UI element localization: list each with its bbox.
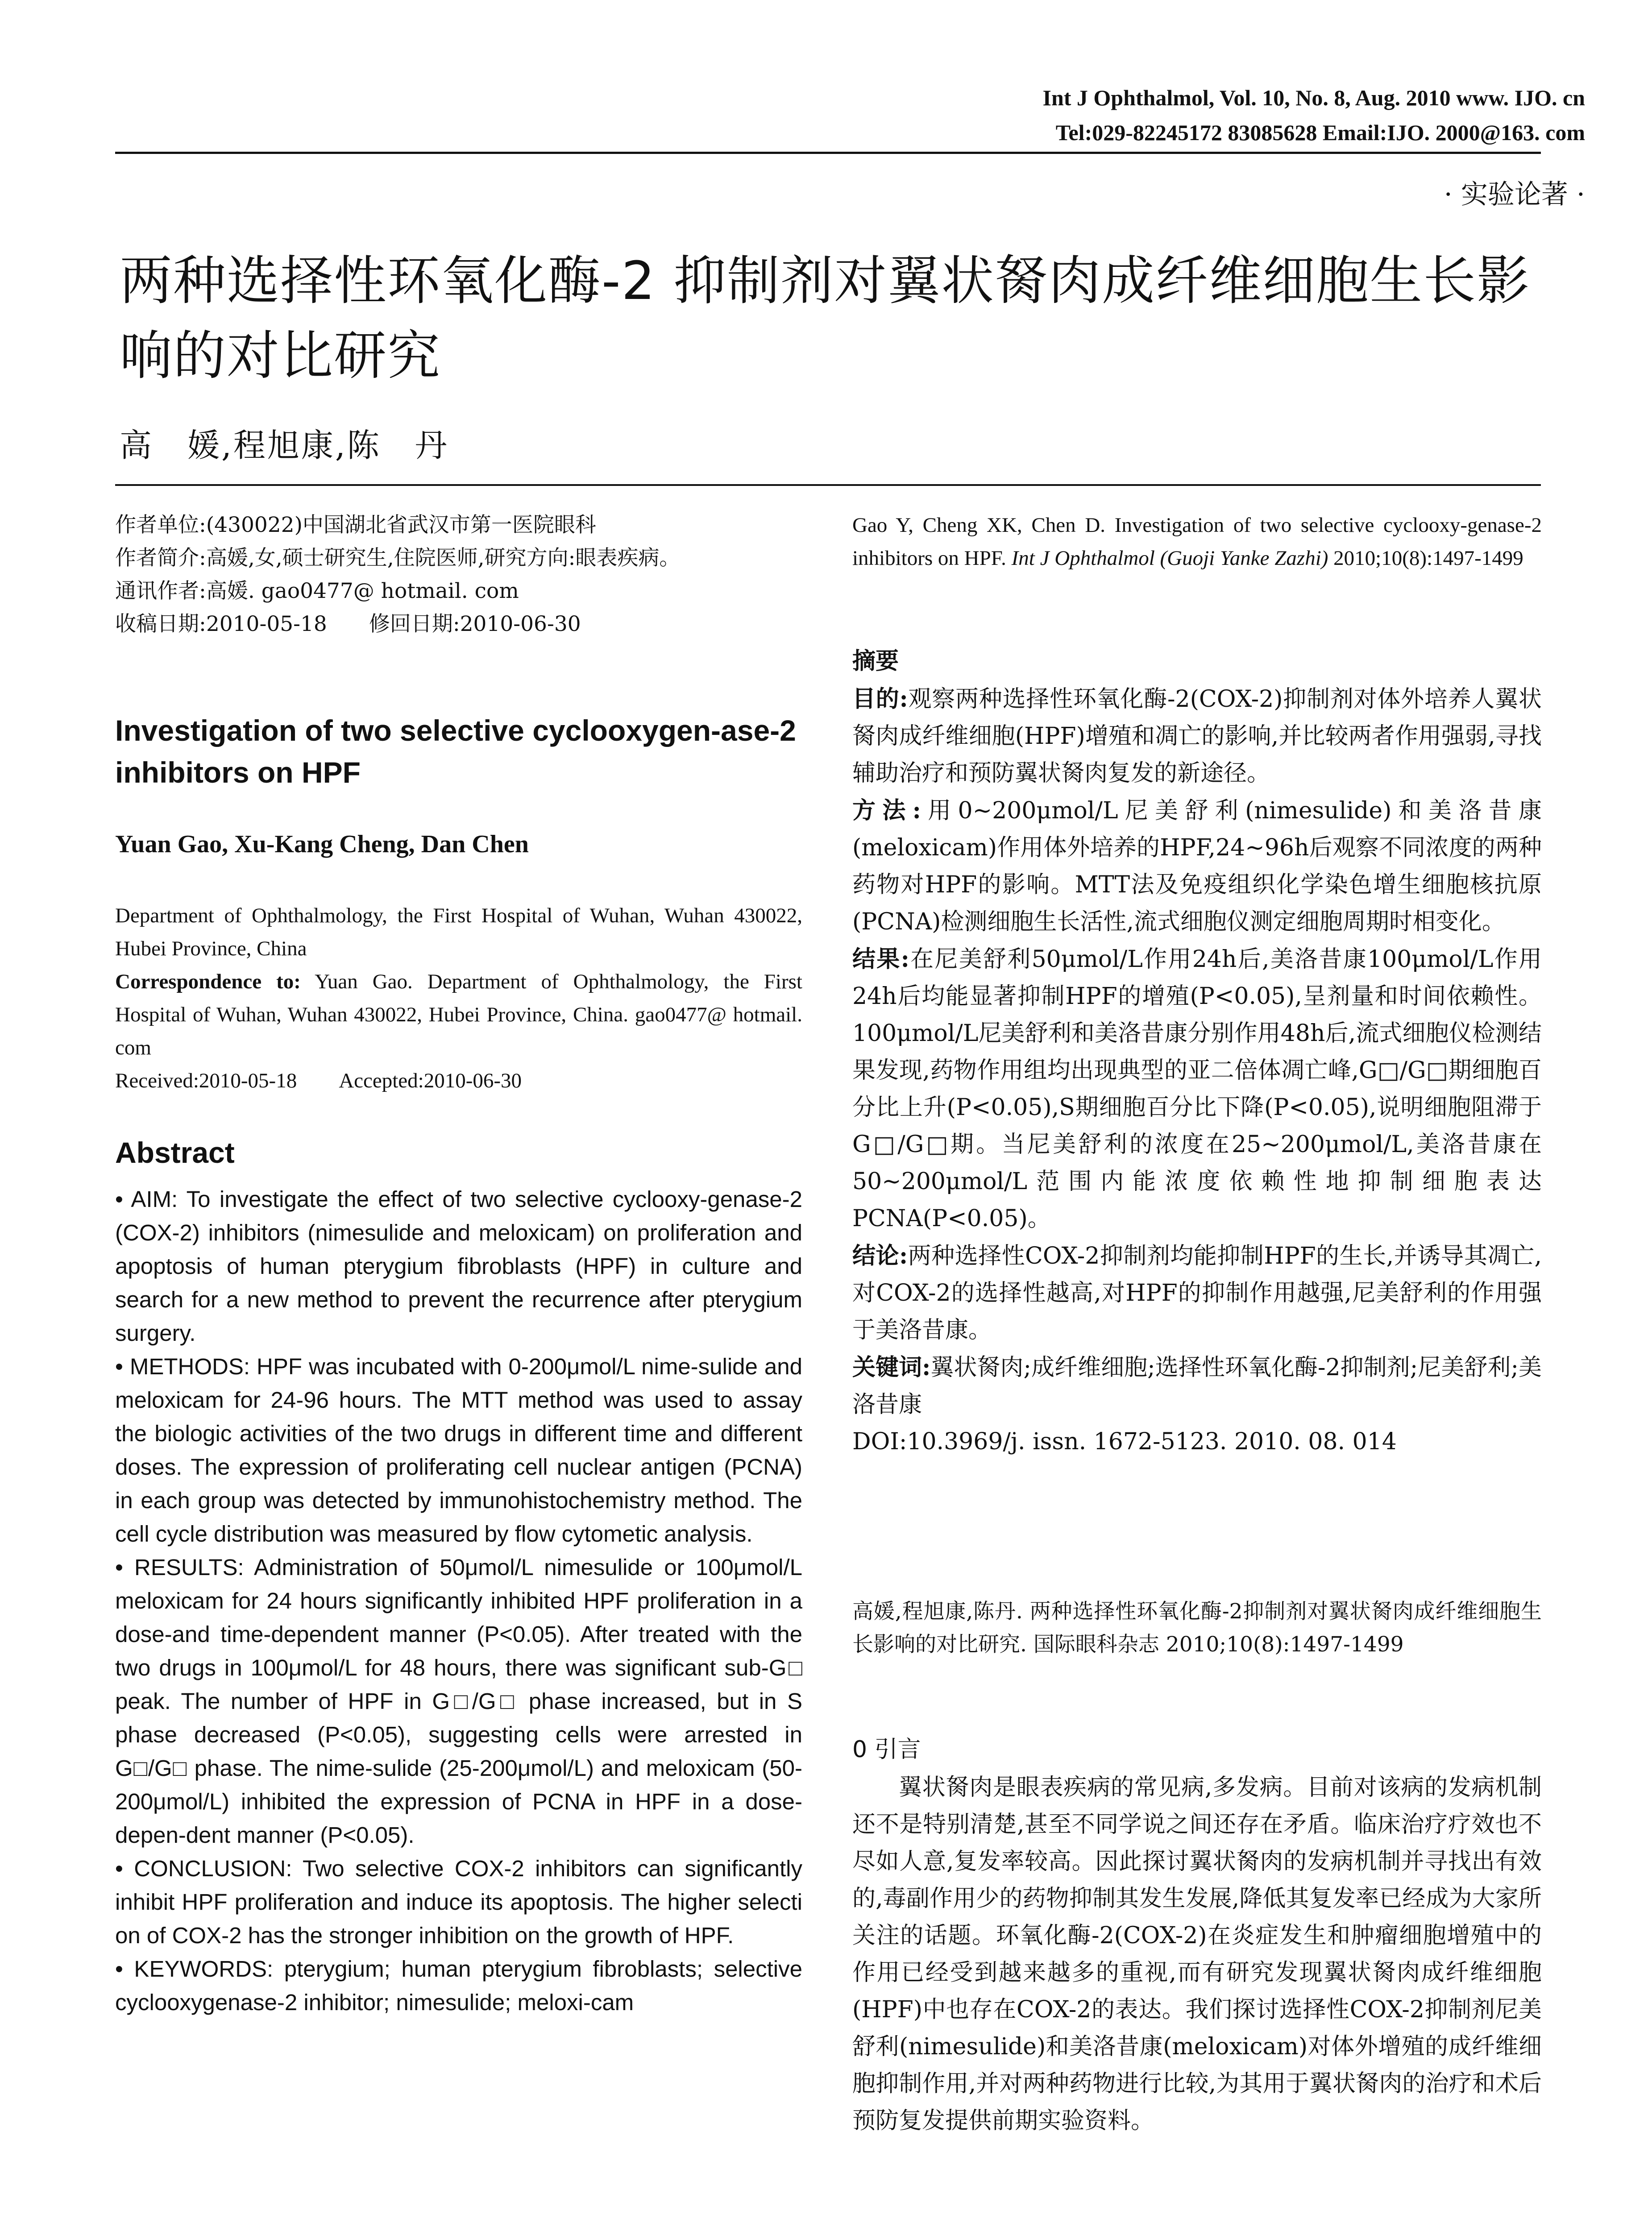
citation-en-journal: Int J Ophthalmol (Guoji Yanke Zazhi) bbox=[1011, 547, 1328, 570]
keywords-label: • KEYWORDS: bbox=[115, 1956, 274, 1982]
conclusion-label: • CONCLUSION: bbox=[115, 1856, 292, 1881]
intro-paragraph: 翼状胬肉是眼表疾病的常见病,多发病。目前对该病的发病机制还不是特别清楚,甚至不同学说之间还存在矛盾。临床治疗疗效也不尽如人意,复发率较高。因此探讨翼状胬肉的发病机制并寻找出有效的,毒副作用少的药物抑制其发生发展,降低其复发率已经成为大家所关注的话题。环氧化酶-2(COX-2)在炎症发生和肿瘤细胞增殖中的作用已经受到越来越多的重视,而有研究发现翼状胬肉成纤维细胞(HPF)中也存在COX-2的表达。我们探讨选择性COX-2抑制剂尼美舒利(nimesulide)和美洛昔康(meloxicam)对体外增殖的成纤维细胞抑制作用,并对两种药物进行比较,为其用于翼状胬肉的治疗和术后预防复发提供前期实验资料。 bbox=[852, 1774, 1542, 2134]
abstract-aim bbox=[115, 1182, 802, 1350]
zh-results bbox=[852, 941, 1542, 1237]
zh-results-text: 在尼美舒利50μmol/L作用24h后,美洛昔康100μmol/L作用24h后均能显著抑制HPF的增殖(P<0.05),呈剂量和时间依赖性。100μmol/L尼美舒利和美洛昔康分别作用48h后,流式细胞仪检测结果发现,药物作用组均出现典型的亚二倍体凋亡峰,G□/G□期细胞百分比上升(P<0.05),S期细胞百分比下降(P<0.05),说明细胞阻滞于G□/G□期。当尼美舒利的浓度在25~200μmol/L,美洛昔康在50~200μmol/L范围内能浓度依赖性地抑制细胞表达PCNA(P<0.05)。 bbox=[852, 946, 1542, 1232]
results-text: Administration of 50μmol/L nimesulide or 100μmol/L meloxicam for 24 hours significantly inhibited HPF proliferation in a dose-and time-dependent manner (P<0.05). After treated with the two drugs in 100μmol/L for 48 hours, there was significant sub-G□ peak. The number of HPF in G□/G□ phase increased, but in S phase decreased (P<0.05), suggesting cells were arrested in G□/G□ phase. The nime-sulide (25-200μmol/L) and meloxicam (50-200μmol/L) inhibited the expression of PCNA in HPF in a dose-depen-dent manner (P<0.05). bbox=[115, 1555, 802, 1848]
en-correspondence bbox=[115, 965, 802, 1064]
header-rule bbox=[115, 152, 1541, 154]
keywords-text: pterygium; human pterygium fibroblasts; selective cyclooxygenase-2 inhibitor; nimesulide; meloxi-cam bbox=[115, 1956, 802, 2015]
abstract-heading: Abstract bbox=[115, 1136, 235, 1169]
zh-results-label: 结果: bbox=[852, 945, 909, 973]
zh-methods bbox=[852, 792, 1542, 941]
article-title-cn: 两种选择性环氧化酶-2 抑制剂对翼状胬肉成纤维细胞生长影响的对比研究 bbox=[120, 250, 1531, 386]
citation-en-text: Gao Y, Cheng XK, Chen D. Investigation of two selective cyclooxy-genase-2 inhibitors on HPF. bbox=[852, 514, 1542, 570]
zh-keywords-text: 翼状胬肉;成纤维细胞;选择性环氧化酶-2抑制剂;尼美舒利;美洛昔康 bbox=[852, 1354, 1542, 1418]
abstract-keywords bbox=[115, 1952, 802, 2019]
header-line-2: Tel:029-82245172 83085628 Email:IJO. 2000@163. com bbox=[1055, 120, 1585, 145]
en-affiliation-block bbox=[115, 899, 802, 1097]
methods-text: HPF was incubated with 0-200μmol/L nime-sulide and meloxicam for 24-96 hours. The MTT method was used to assay the biologic activities of the two drugs in different time and different doses. The expression of proliferating cell nuclear antigen (PCNA) in each group was detected by immunohistochemistry method. The cell cycle distribution was measured by flow cytometic analysis. bbox=[115, 1354, 802, 1547]
journal-header bbox=[514, 80, 1585, 150]
citation-en-tail: 2010;10(8):1497-1499 bbox=[1328, 547, 1523, 570]
zh-aim-label: 目的: bbox=[852, 685, 908, 713]
authors-en: Yuan Gao, Xu-Kang Cheng, Dan Chen bbox=[115, 830, 529, 858]
citation-cn: 高媛,程旭康,陈丹. 两种选择性环氧化酶-2抑制剂对翼状胬肉成纤维细胞生长影响的对比研究. 国际眼科杂志 2010;10(8):1497-1499 bbox=[852, 1599, 1542, 1657]
en-department: Department of Ophthalmology, the First Hospital of Wuhan, Wuhan 430022, Hubei Province, China bbox=[115, 904, 802, 960]
aim-label: • AIM: bbox=[115, 1186, 178, 1212]
aim-text: To investigate the effect of two selective cyclooxy-genase-2 (COX-2) inhibitors (nimesulide and meloxicam) on proliferation and apoptosis of human pterygium fibroblasts (HPF) in culture and search for a new method to prevent the recurrence after pterygium surgery. bbox=[115, 1186, 802, 1346]
zh-abstract bbox=[852, 680, 1542, 1460]
affiliation-block bbox=[115, 509, 802, 641]
methods-label: • METHODS: bbox=[115, 1354, 250, 1379]
affiliation-unit: 作者单位:(430022)中国湖北省武汉市第一医院眼科 bbox=[115, 513, 596, 537]
zh-abstract-heading: 摘要 bbox=[852, 647, 899, 675]
citation-en bbox=[852, 509, 1542, 575]
header-line-1: Int J Ophthalmol, Vol. 10, No. 8, Aug. 2010 www. IJO. cn bbox=[1042, 85, 1585, 110]
zh-doi: DOI:10.3969/j. issn. 1672-5123. 2010. 08. 014 bbox=[852, 1428, 1397, 1455]
author-bio: 作者简介:高媛,女,硕士研究生,住院医师,研究方向:眼表疾病。 bbox=[115, 546, 681, 570]
zh-keywords bbox=[852, 1349, 1542, 1423]
zh-keywords-label: 关键词: bbox=[852, 1354, 931, 1381]
section-label: · 实验论著 · bbox=[1444, 179, 1585, 210]
abstract-en bbox=[115, 1182, 802, 2019]
zh-methods-label: 方法: bbox=[852, 797, 921, 824]
correspondence-label: Correspondence to: bbox=[115, 970, 301, 993]
article-title-en: Investigation of two selective cyclooxygen-ase-2 inhibitors on HPF bbox=[115, 714, 796, 789]
correspondence-text: Yuan Gao. Department of Ophthalmology, the First Hospital of Wuhan, Wuhan 430022, Hubei Province, China. gao0477@ hotmail. com bbox=[115, 970, 802, 1059]
en-received: Received:2010-05-18 Accepted:2010-06-30 bbox=[115, 1069, 522, 1092]
zh-aim bbox=[852, 680, 1542, 792]
zh-aim-text: 观察两种选择性环氧化酶-2(COX-2)抑制剂对体外培养人翼状胬肉成纤维细胞(HPF)增殖和凋亡的影响,并比较两者作用强弱,寻找辅助治疗和预防翼状胬肉复发的新途径。 bbox=[852, 686, 1542, 787]
abstract-conclusion bbox=[115, 1852, 802, 1952]
title-rule bbox=[115, 484, 1541, 486]
corresponding-author: 通讯作者:高媛. gao0477@ hotmail. com bbox=[115, 579, 519, 603]
results-label: • RESULTS: bbox=[115, 1555, 244, 1580]
abstract-methods bbox=[115, 1350, 802, 1551]
authors-cn: 高 媛,程旭康,陈 丹 bbox=[120, 427, 449, 464]
zh-conclusion-text: 两种选择性COX-2抑制剂均能抑制HPF的生长,并诱导其凋亡,对COX-2的选择性越高,对HPF的抑制作用越强,尼美舒利的作用强于美洛昔康。 bbox=[852, 1243, 1542, 1344]
abstract-results bbox=[115, 1551, 802, 1852]
zh-conclusion bbox=[852, 1237, 1542, 1349]
conclusion-text: Two selective COX-2 inhibitors can significantly inhibit HPF proliferation and induce its apoptosis. The higher selecti on of COX-2 has the stronger inhibition on the growth of HPF. bbox=[115, 1856, 802, 1948]
zh-methods-text: 用0~200μmol/L尼美舒利(nimesulide)和美洛昔康(meloxicam)作用体外培养的HPF,24~96h后观察不同浓度的两种药物对HPF的影响。MTT法及免疫组织化学染色增生细胞核抗原(PCNA)检测细胞生长活性,流式细胞仪测定细胞周期时相变化。 bbox=[852, 797, 1542, 935]
intro-heading: 0 引言 bbox=[852, 1736, 921, 1763]
received-dates-cn: 收稿日期:2010-05-18 修回日期:2010-06-30 bbox=[115, 612, 581, 636]
zh-conclusion-label: 结论: bbox=[852, 1242, 908, 1269]
